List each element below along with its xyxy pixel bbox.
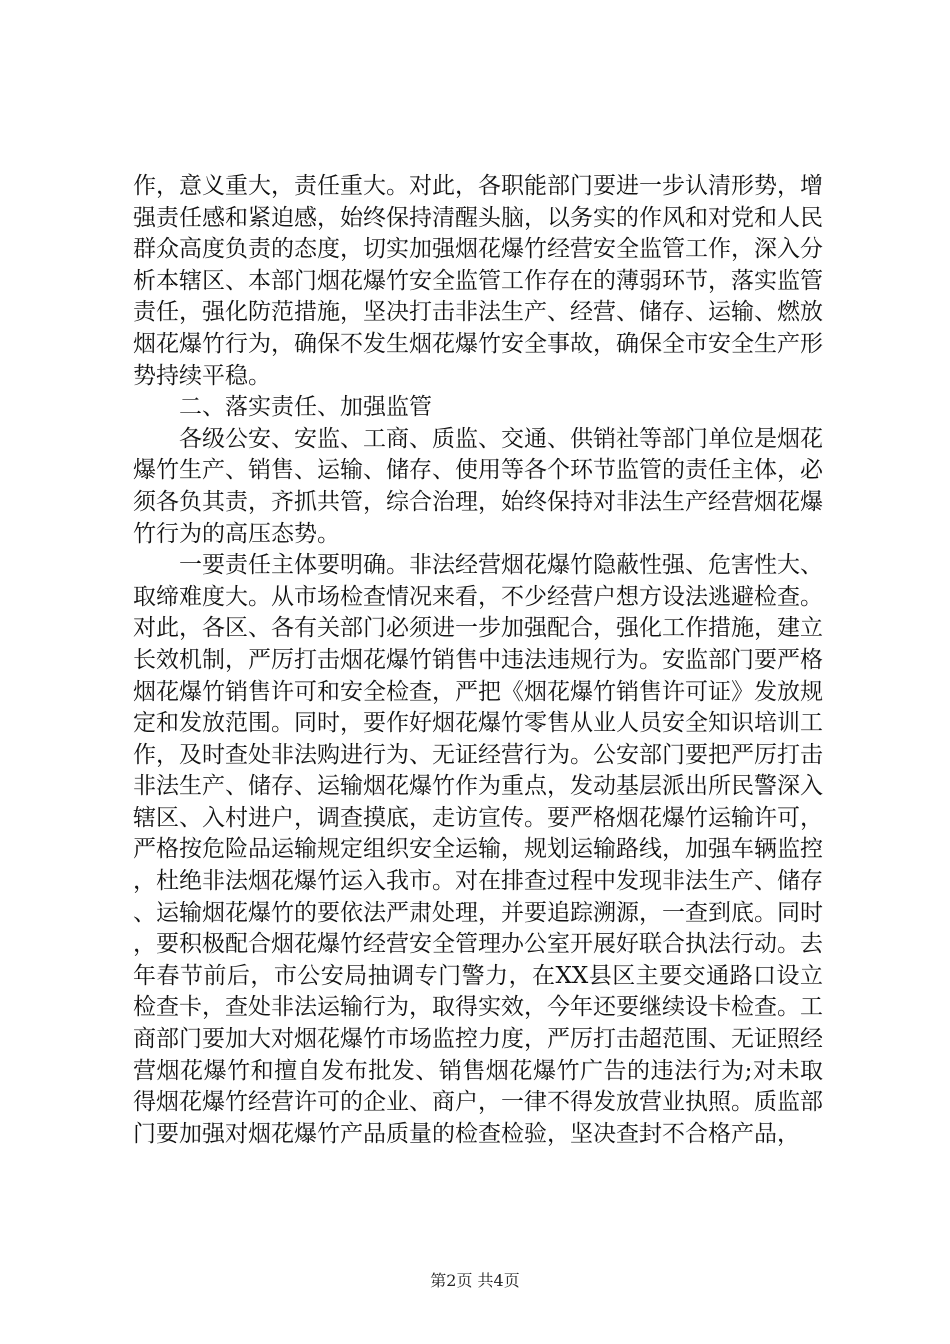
section-heading: 二、落实责任、加强监管 <box>179 394 432 421</box>
paragraph-continuation: 作，意义重大，责任重大。对此，各职能部门要进一步认清形势，增强责任感和紧迫感，始终保持清醒头脑，以务实的作风和对党和人民群众高度负责的态度，切实加强烟花爆竹经营安全监管工作，深入分析本辖区、本部门烟花爆竹安全监管工作存在的薄弱环节，落实监管责任，强化防范措施，坚决打击非法生产、经营、储存、运输、燃放烟花爆竹行为，确保不发生烟花爆竹安全事故，确保全市安全生产形势持续平稳。 <box>133 173 823 389</box>
document-body <box>133 171 823 1150</box>
paragraph-responsibility: 各级公安、安监、工商、质监、交通、供销社等部门单位是烟花爆竹生产、销售、运输、储存、使用等各个环节监管的责任主体，必须各负其责，齐抓共管，综合治理，始终保持对非法生产经营烟花爆竹行为的高压态势。 <box>133 425 823 547</box>
paragraph-main-subject: 一要责任主体要明确。非法经营烟花爆竹隐蔽性强、危害性大、取缔难度大。从市场检查情况来看，不少经营户想方设法逃避检查。对此，各区、各有关部门必须进一步加强配合，强化工作措施，建立长效机制，严厉打击烟花爆竹销售中违法违规行为。安监部门要严格烟花爆竹销售许可和安全检查，严把《烟花爆竹销售许可证》发放规定和发放范围。同时，要作好烟花爆竹零售从业人员安全知识培训工作，及时查处非法购进行为、无证经营行为。公安部门要把严厉打击非法生产、储存、运输烟花爆竹作为重点，发动基层派出所民警深入辖区、入村进户，调查摸底，走访宣传。要严格烟花爆竹运输许可，严格按危险品运输规定组织安全运输，规划运输路线，加强车辆监控，杜绝非法烟花爆竹运入我市。对在排查过程中发现非法生产、储存、运输烟花爆竹的要依法严肃处理，并要追踪溯源，一查到底。同时，要积极配合烟花爆竹经营安全管理办公室开展好联合执法行动。去年春节前后，市公安局抽调专门警力，在XX县区主要交通路口设立检查卡，查处非法运输行为，取得实效，今年还要继续设卡检查。工商部门要加大对烟花爆竹市场监控力度，严厉打击超范围、无证照经营烟花爆竹和擅自发布批发、销售烟花爆竹广告的违法行为;对未取得烟花爆竹经营许可的企业、商户，一律不得发放营业执照。质监部门要加强对烟花爆竹产品质量的检查检验，坚决查封不合格产品， <box>133 552 823 1147</box>
page-number-footer: 第2页 共4页 <box>430 1271 520 1290</box>
